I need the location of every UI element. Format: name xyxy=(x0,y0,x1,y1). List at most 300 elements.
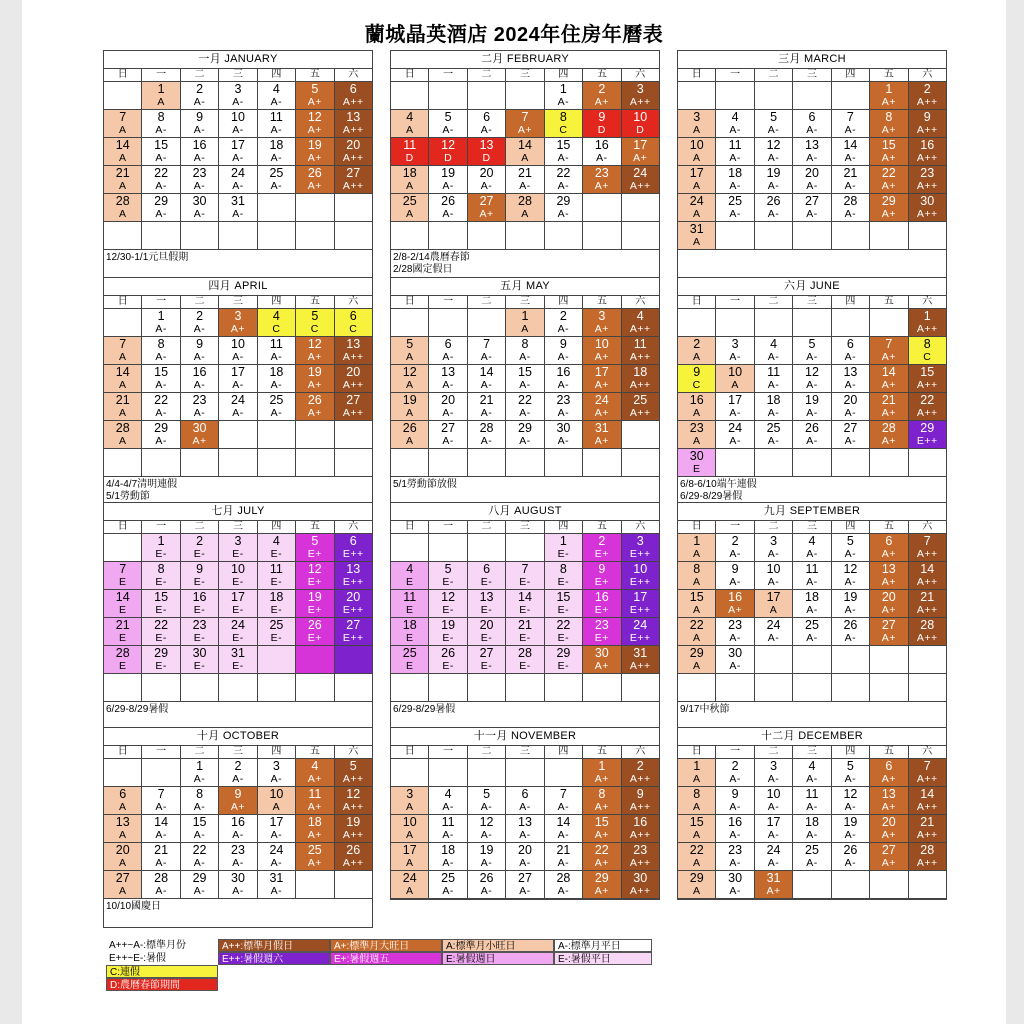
day-cell xyxy=(296,534,334,561)
empty-cell xyxy=(678,309,716,336)
rate-code: A- xyxy=(442,180,454,192)
rate-code: A- xyxy=(442,829,454,841)
day-number: 26 xyxy=(843,843,858,857)
rate-code: E- xyxy=(557,604,570,616)
rate-code: A- xyxy=(232,208,244,220)
rate-code: A+ xyxy=(728,604,743,616)
week-row xyxy=(391,562,659,590)
day-number: 5 xyxy=(770,110,778,124)
day-number: 20 xyxy=(346,365,361,379)
rate-code: A- xyxy=(480,379,493,391)
month-2 xyxy=(390,50,660,279)
week-row xyxy=(104,309,372,337)
rate-code: A- xyxy=(557,96,570,108)
day-number: 18 xyxy=(766,393,781,407)
month-notes xyxy=(104,899,372,927)
day-number: 20 xyxy=(518,843,532,857)
holiday-note: 5/1勞動節 xyxy=(106,491,150,502)
day-number: 1 xyxy=(923,309,931,323)
empty-cell xyxy=(468,759,506,786)
weekday-label: 六 xyxy=(922,69,933,80)
day-number: 15 xyxy=(920,365,935,379)
empty-cell xyxy=(870,449,908,476)
empty-cell xyxy=(219,421,257,448)
empty-cell xyxy=(335,871,372,898)
day-number: 19 xyxy=(479,843,494,857)
day-number: 7 xyxy=(483,337,491,351)
weekday-label: 日 xyxy=(104,746,142,758)
rate-code: E xyxy=(405,604,414,616)
rate-code: C xyxy=(310,323,319,335)
day-cell xyxy=(506,871,544,898)
empty-cell xyxy=(870,646,908,673)
weekday-label: 三 xyxy=(506,521,544,533)
month-12 xyxy=(677,727,947,900)
rate-code: A+ xyxy=(307,152,322,164)
day-cell xyxy=(506,194,544,221)
weekday-label: 日 xyxy=(678,746,716,758)
weekday-label: 六 xyxy=(348,521,359,532)
weekday-label: 二 xyxy=(755,69,793,81)
day-cell xyxy=(622,337,659,364)
calendar-page xyxy=(22,0,1006,1024)
day-cell xyxy=(583,166,621,193)
rate-code: E+ xyxy=(594,632,609,644)
day-number: 30 xyxy=(192,194,207,208)
rate-code: A- xyxy=(729,548,741,560)
day-cell xyxy=(429,843,467,870)
day-cell xyxy=(258,618,296,645)
day-cell xyxy=(755,365,793,392)
day-number: 29 xyxy=(881,194,896,208)
weekday-row xyxy=(678,521,946,534)
day-cell xyxy=(219,871,257,898)
legend-row-holiday xyxy=(106,965,652,978)
day-cell xyxy=(870,110,908,137)
day-number: 21 xyxy=(920,815,935,829)
rate-code: E- xyxy=(193,576,206,588)
day-number: 24 xyxy=(633,166,648,180)
day-number: 22 xyxy=(556,618,571,632)
day-cell xyxy=(622,365,659,392)
day-cell xyxy=(219,337,257,364)
day-cell xyxy=(678,646,716,673)
day-number: 8 xyxy=(157,110,165,124)
rate-code: D xyxy=(482,152,491,164)
empty-cell xyxy=(296,222,334,249)
empty-cell xyxy=(506,759,544,786)
day-cell xyxy=(258,815,296,842)
day-cell xyxy=(391,194,429,221)
empty-cell xyxy=(506,534,544,561)
day-cell xyxy=(468,562,506,589)
rate-code: A xyxy=(118,829,127,841)
day-number: 30 xyxy=(920,194,935,208)
month-header: 七月 JULY xyxy=(104,503,372,521)
day-cell xyxy=(716,646,754,673)
day-cell xyxy=(391,110,429,137)
day-cell xyxy=(142,590,180,617)
day-cell xyxy=(142,110,180,137)
day-cell xyxy=(545,421,583,448)
rate-code: A+ xyxy=(307,124,322,136)
day-number: 13 xyxy=(843,365,858,379)
rate-code: A- xyxy=(270,124,283,136)
day-number: 1 xyxy=(885,82,893,96)
day-cell xyxy=(258,166,296,193)
empty-cell xyxy=(506,222,544,249)
day-cell xyxy=(335,562,372,589)
weekday-label: 五 xyxy=(870,69,908,81)
day-cell xyxy=(506,787,544,814)
day-number: 4 xyxy=(272,82,280,96)
weekday-label: 三 xyxy=(506,69,544,81)
day-cell xyxy=(181,646,219,673)
day-cell xyxy=(391,787,429,814)
day-cell xyxy=(622,138,659,165)
day-cell xyxy=(678,138,716,165)
rate-code: E- xyxy=(155,632,167,644)
day-number: 2 xyxy=(559,309,567,323)
weekday-label: 日 xyxy=(104,69,142,81)
day-number: 28 xyxy=(479,421,494,435)
day-number: 18 xyxy=(633,365,648,379)
rate-code: D xyxy=(405,152,414,164)
rate-code: E- xyxy=(193,660,206,672)
day-cell xyxy=(429,562,467,589)
day-number: 25 xyxy=(633,393,648,407)
day-number: 10 xyxy=(689,138,704,152)
day-cell xyxy=(755,393,793,420)
day-number: 29 xyxy=(920,421,935,435)
day-cell xyxy=(622,815,659,842)
rate-code: A++ xyxy=(916,576,938,588)
day-number: 24 xyxy=(402,871,417,885)
day-number: 16 xyxy=(594,590,609,604)
rate-code: A+ xyxy=(517,124,533,136)
month-notes xyxy=(678,477,946,505)
day-cell xyxy=(104,618,142,645)
weekday-label: 三 xyxy=(793,69,831,81)
holiday-note: 6/29-8/29暑假 xyxy=(680,491,743,502)
day-number: 5 xyxy=(444,110,452,124)
holiday-note: 6/8-6/10端午連假 xyxy=(680,479,757,490)
day-number: 21 xyxy=(154,843,169,857)
empty-cell xyxy=(583,674,621,701)
weekday-row xyxy=(678,69,946,82)
day-cell xyxy=(258,843,296,870)
day-cell xyxy=(181,787,219,814)
day-number: 6 xyxy=(444,337,452,351)
weekday-label: 四 xyxy=(258,69,296,81)
day-number: 9 xyxy=(234,787,242,801)
day-number: 15 xyxy=(881,138,896,152)
day-number: 29 xyxy=(689,646,704,660)
day-cell xyxy=(506,815,544,842)
legend-swatch: E:暑假週日 xyxy=(442,952,554,965)
day-number: 17 xyxy=(594,365,609,379)
day-cell xyxy=(870,393,908,420)
rate-code: A+ xyxy=(479,208,494,220)
rate-code: A- xyxy=(155,435,167,447)
day-cell xyxy=(909,194,946,221)
week-row xyxy=(391,365,659,393)
day-number: 25 xyxy=(402,194,417,208)
empty-cell xyxy=(219,449,257,476)
day-cell xyxy=(870,759,908,786)
day-number: 4 xyxy=(808,759,816,773)
day-number: 18 xyxy=(402,618,417,632)
day-number: 19 xyxy=(346,815,361,829)
day-number: 8 xyxy=(157,562,165,576)
day-cell xyxy=(335,618,372,645)
rate-code: A- xyxy=(155,885,167,897)
weekday-label: 日 xyxy=(678,521,716,533)
day-cell xyxy=(258,82,296,109)
rate-code: E- xyxy=(519,576,531,588)
day-cell xyxy=(219,562,257,589)
day-cell xyxy=(296,309,334,336)
rate-code: D xyxy=(636,124,645,136)
day-number: 22 xyxy=(556,166,571,180)
rate-code: A- xyxy=(844,801,857,813)
rate-code: A++ xyxy=(916,773,938,785)
day-number: 23 xyxy=(728,618,743,632)
day-cell xyxy=(429,166,467,193)
day-number: 8 xyxy=(196,787,204,801)
month-notes xyxy=(391,250,659,278)
weekday-label: 四 xyxy=(832,746,870,758)
day-cell xyxy=(622,166,659,193)
day-cell xyxy=(104,337,142,364)
day-cell xyxy=(716,194,754,221)
day-cell xyxy=(391,562,429,589)
rate-code: A++ xyxy=(629,351,651,363)
empty-cell xyxy=(296,194,334,221)
day-number: 16 xyxy=(556,365,571,379)
empty-cell xyxy=(755,309,793,336)
empty-cell xyxy=(793,82,831,109)
month-11 xyxy=(390,727,660,900)
day-number: 10 xyxy=(594,337,609,351)
day-number: 1 xyxy=(157,309,165,323)
day-cell xyxy=(104,646,142,673)
day-number: 16 xyxy=(728,815,743,829)
rate-code: A- xyxy=(767,773,780,785)
rate-code: A- xyxy=(729,124,741,136)
day-number: 10 xyxy=(231,562,245,576)
week-row xyxy=(678,222,946,250)
empty-cell xyxy=(335,194,372,221)
day-number: 17 xyxy=(402,843,417,857)
day-number: 19 xyxy=(766,166,781,180)
day-cell xyxy=(622,787,659,814)
rate-code: E- xyxy=(442,632,454,644)
week-row xyxy=(104,365,372,393)
day-cell xyxy=(296,590,334,617)
day-number: 14 xyxy=(518,590,532,604)
day-cell xyxy=(678,590,716,617)
rate-code: A++ xyxy=(916,323,938,335)
day-cell xyxy=(545,138,583,165)
empty-cell xyxy=(258,449,296,476)
day-number: 26 xyxy=(766,194,781,208)
empty-cell xyxy=(622,222,659,249)
day-cell xyxy=(181,590,219,617)
rate-code: A- xyxy=(844,351,857,363)
rate-code: A- xyxy=(557,208,570,220)
day-cell xyxy=(583,590,621,617)
rate-code: E++ xyxy=(342,632,364,644)
empty-cell xyxy=(296,674,334,701)
day-number: 11 xyxy=(805,787,819,801)
day-cell xyxy=(909,393,946,420)
empty-cell xyxy=(391,674,429,701)
day-cell xyxy=(104,393,142,420)
rate-code: E- xyxy=(442,660,454,672)
day-number: 24 xyxy=(231,393,245,407)
rate-code: A++ xyxy=(629,829,651,841)
day-number: 12 xyxy=(441,590,456,604)
rate-code: A+ xyxy=(230,323,246,335)
weekday-label: 一 xyxy=(142,746,180,758)
day-number: 27 xyxy=(881,618,896,632)
day-number: 4 xyxy=(444,787,452,801)
rate-code: A- xyxy=(442,208,454,220)
rate-code: A- xyxy=(155,323,167,335)
rate-code: A- xyxy=(557,407,570,419)
rate-code: E- xyxy=(480,576,493,588)
day-number: 13 xyxy=(518,815,532,829)
day-number: 5 xyxy=(483,787,491,801)
rate-code: A- xyxy=(232,885,244,897)
week-row xyxy=(391,110,659,138)
day-number: 12 xyxy=(402,365,417,379)
rate-code: A- xyxy=(767,857,780,869)
day-number: 11 xyxy=(805,562,819,576)
day-number: 19 xyxy=(441,618,456,632)
rate-code: E- xyxy=(480,604,493,616)
week-row xyxy=(678,646,946,674)
rate-code: E- xyxy=(270,576,283,588)
day-cell xyxy=(468,110,506,137)
day-number: 13 xyxy=(115,815,130,829)
day-number: 19 xyxy=(402,393,417,407)
day-cell xyxy=(104,843,142,870)
day-cell xyxy=(909,759,946,786)
empty-cell xyxy=(755,646,793,673)
week-row xyxy=(678,166,946,194)
day-cell xyxy=(545,562,583,589)
day-cell xyxy=(104,110,142,137)
day-cell xyxy=(142,646,180,673)
rate-code: E xyxy=(118,632,127,644)
legend-swatch: E++:暑假週六 xyxy=(218,952,330,965)
day-number: 18 xyxy=(402,166,417,180)
day-number: 5 xyxy=(808,337,816,351)
rate-code: A++ xyxy=(916,857,938,869)
day-cell xyxy=(622,110,659,137)
day-cell xyxy=(793,534,831,561)
week-row xyxy=(391,421,659,449)
day-cell xyxy=(622,843,659,870)
day-cell xyxy=(258,337,296,364)
day-cell xyxy=(335,337,372,364)
day-number: 30 xyxy=(633,871,648,885)
weekday-label: 日 xyxy=(391,296,429,308)
rate-code: A++ xyxy=(342,379,364,391)
rate-code: A+ xyxy=(881,152,896,164)
week-row xyxy=(104,534,372,562)
day-cell xyxy=(468,393,506,420)
weekday-label: 三 xyxy=(793,746,831,758)
weekday-label: 二 xyxy=(181,296,219,308)
weekday-label: 三 xyxy=(219,746,257,758)
weekday-label: 六 xyxy=(635,69,646,80)
rate-code: A- xyxy=(193,801,206,813)
day-cell xyxy=(335,843,372,870)
empty-cell xyxy=(832,674,870,701)
day-number: 9 xyxy=(559,337,567,351)
day-cell xyxy=(258,309,296,336)
rate-code: A- xyxy=(270,180,283,192)
rate-code: A- xyxy=(557,379,570,391)
empty-cell xyxy=(429,309,467,336)
day-number: 14 xyxy=(518,138,532,152)
week-row xyxy=(104,337,372,365)
rate-code: A- xyxy=(844,632,857,644)
rate-code: A++ xyxy=(342,773,364,785)
day-cell xyxy=(716,590,754,617)
day-number: 13 xyxy=(346,562,361,576)
day-number: 3 xyxy=(234,82,242,96)
rate-code: A+ xyxy=(881,379,896,391)
day-cell xyxy=(545,815,583,842)
day-cell xyxy=(909,166,946,193)
week-row xyxy=(678,590,946,618)
day-number: 4 xyxy=(406,110,414,124)
empty-cell xyxy=(104,759,142,786)
rate-code: A- xyxy=(155,379,167,391)
empty-cell xyxy=(909,871,946,898)
weekday-row xyxy=(678,746,946,759)
empty-cell xyxy=(909,449,946,476)
day-cell xyxy=(391,618,429,645)
weekday-label: 二 xyxy=(755,521,793,533)
week-row xyxy=(104,590,372,618)
rate-code: A- xyxy=(767,435,780,447)
empty-cell xyxy=(296,449,334,476)
week-row xyxy=(104,759,372,787)
day-number: 18 xyxy=(269,138,284,152)
rate-code: A- xyxy=(557,323,570,335)
day-cell xyxy=(755,421,793,448)
day-cell xyxy=(909,309,946,336)
day-number: 17 xyxy=(231,138,245,152)
rate-code: A+ xyxy=(307,180,322,192)
day-cell xyxy=(506,337,544,364)
rate-code: A- xyxy=(557,829,570,841)
day-number: 11 xyxy=(269,337,283,351)
rate-code: A- xyxy=(232,351,244,363)
day-number: 21 xyxy=(518,618,532,632)
rate-code: A+ xyxy=(881,96,896,108)
rate-code: A xyxy=(692,857,701,869)
rate-code: A- xyxy=(806,152,818,164)
day-cell xyxy=(716,337,754,364)
day-number: 6 xyxy=(119,787,127,801)
month-notes xyxy=(391,477,659,505)
